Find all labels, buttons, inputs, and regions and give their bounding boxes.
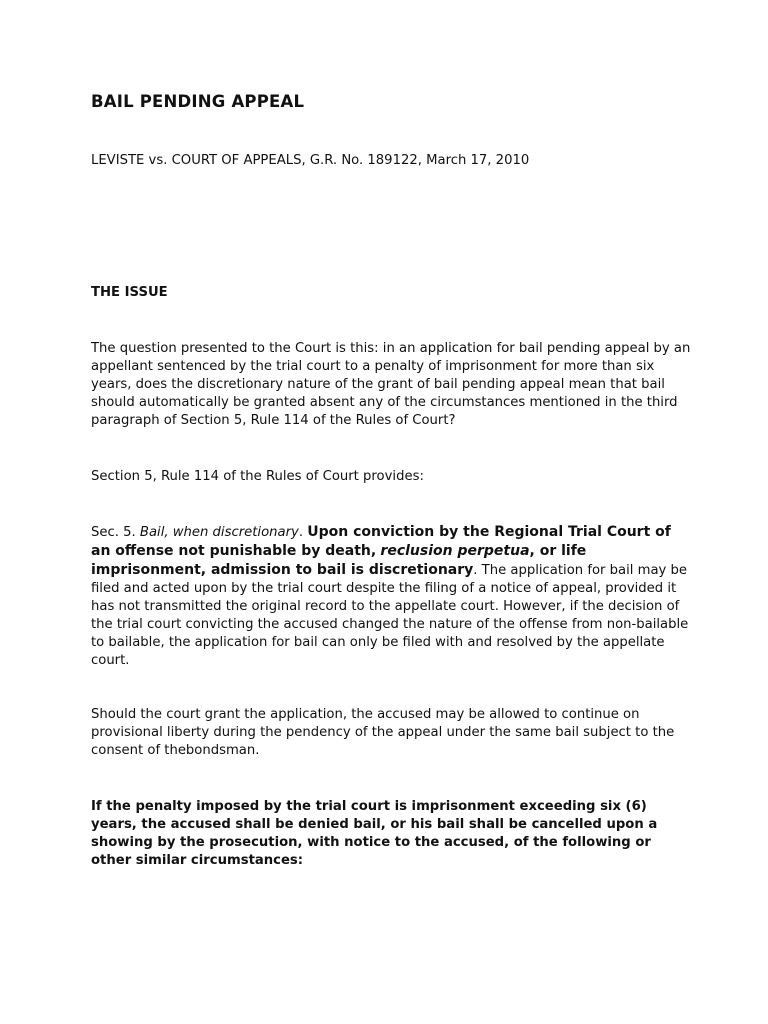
issue-paragraph: The question presented to the Court is this: in an application for bail pending appeal by an appellant sentenced by the trial court to a penalty of imprisonment for more than six years, does the discretionary nature of the grant of bail pending appeal mean that bail should automatically be granted absent any of the circumstances mentioned in the third paragraph of Section 5, Rule 114 of the Rules of Court? — [91, 341, 691, 428]
section-bold-italic: reclusion perpetua — [380, 543, 530, 559]
document-title: BAIL PENDING APPEAL — [91, 92, 305, 111]
issue-heading: THE ISSUE — [91, 285, 168, 300]
penalty-paragraph: If the penalty imposed by the trial court is imprisonment exceeding six (6) years, the accused shall be denied bail, or his bail shall be cancelled upon a showing by the prosecution, with notice to the accused, of the following or other similar circumstances: — [91, 799, 658, 868]
section-caption: Bail, when discretionary — [139, 525, 299, 540]
section-bold-start: Upon conviction by the Regional Trial Court of an offense not punishable by death, — [91, 524, 671, 559]
section-rest: . The application for bail may be filed and acted upon by the trial court despite the filing of a notice of appeal, provided it has not transmitted the original record to the appellate court. However, if the decision of the trial court convicting the accused changed the nature of the offense from non-bailable to bailable, the application for bail can only be filed with and resolved by the appellate court. — [91, 563, 689, 668]
provision-intro: Section 5, Rule 114 of the Rules of Court provides: — [91, 469, 424, 484]
grant-paragraph: Should the court grant the application, the accused may be allowed to continue on provisional liberty during the pendency of the appeal under the same bail subject to the consent of thebondsman. — [91, 707, 675, 758]
section-bold-end: , or life imprisonment, admission to bail is discretionary — [91, 543, 587, 578]
section-5-text — [91, 523, 691, 670]
case-citation: LEVISTE vs. COURT OF APPEALS, G.R. No. 189122, March 17, 2010 — [91, 153, 530, 168]
section-caption-period: . — [298, 525, 304, 540]
section-number: Sec. 5. — [91, 525, 136, 540]
